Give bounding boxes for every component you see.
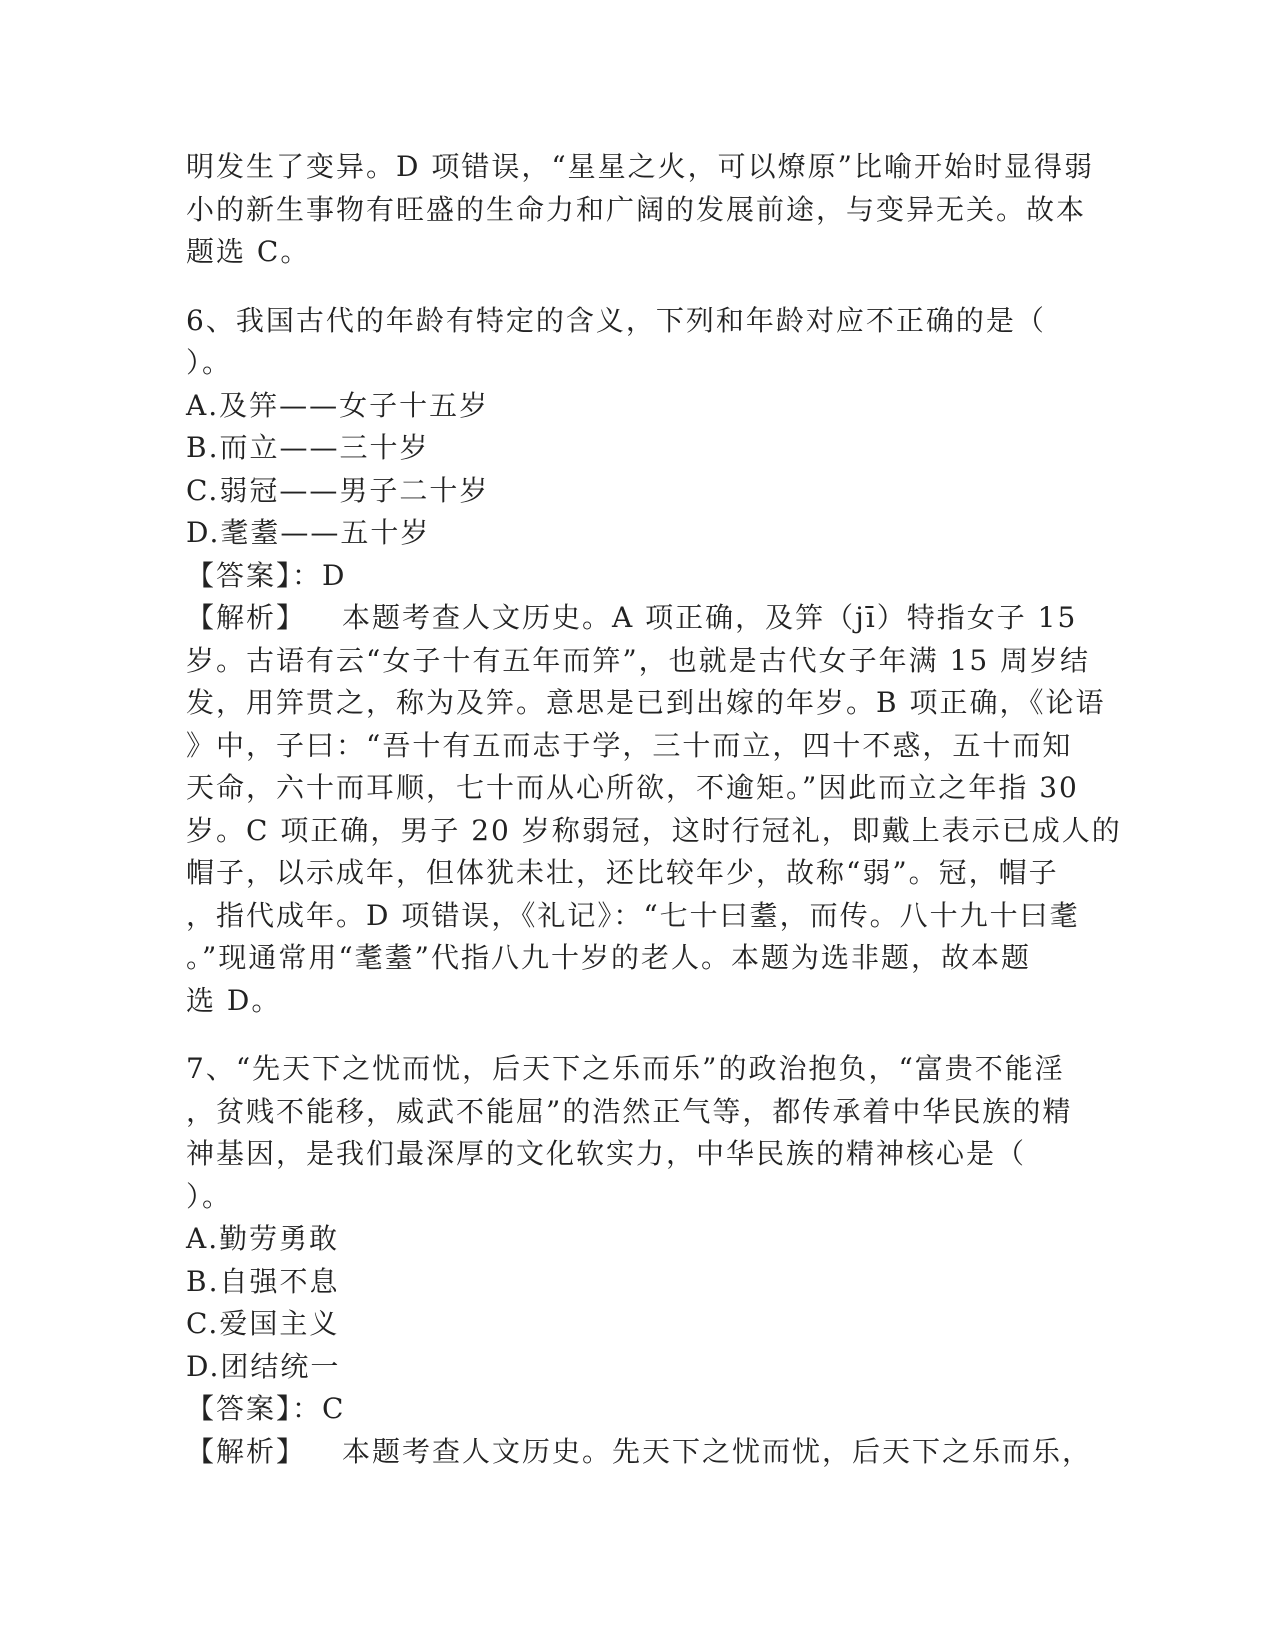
answer-line xyxy=(186,1388,1086,1431)
analysis-text: 天命，六十而耳顺，七十而从心所欲，不逾矩。”因此而立之年指 30 xyxy=(186,771,1079,804)
question-text: ）。 xyxy=(186,1179,233,1213)
option-b: B.自强不息 xyxy=(186,1264,340,1298)
analysis-text: ，指代成年。D 项错误，《礼记》：“七十曰耋，而传。八十九十曰耄 xyxy=(186,898,1080,932)
option-c: C.爱国主义 xyxy=(186,1307,340,1340)
answer-value: D xyxy=(322,558,347,592)
analysis-text: 岁。C 项正确，男子 20 岁称弱冠，这时行冠礼，即戴上表示已成人的 xyxy=(186,813,1122,847)
analysis-line xyxy=(186,1431,1093,1474)
answer-value: C xyxy=(322,1392,346,1425)
q5-tail xyxy=(186,146,1094,274)
analysis-text: 》中，子曰：“吾十有五而志于学，三十而立，四十不惑，五十而知 xyxy=(186,728,1073,762)
option-c: C.弱冠——男子二十岁 xyxy=(186,473,490,507)
answer-label: 【答案】： xyxy=(186,558,323,592)
option-b: B.而立——三十岁 xyxy=(186,431,430,464)
option-a: A.勤劳勇敢 xyxy=(186,1222,340,1255)
option-a: A.及笄——女子十五岁 xyxy=(186,388,490,422)
answer-label: 【答案】： xyxy=(186,1392,323,1425)
analysis-label: 【解析】 xyxy=(186,601,307,634)
question-text: 6、我国古代的年龄有特定的含义，下列和年龄对应不正确的是（ xyxy=(186,303,1046,337)
analysis-text: 岁。古语有云“女子十有五年而笄”，也就是古代女子年满 15 周岁结 xyxy=(186,643,1091,677)
analysis-text: 帽子，以示成年，但体犹未壮，还比较年少，故称“弱”。冠，帽子 xyxy=(186,856,1059,889)
question-6 xyxy=(186,300,1122,1023)
analysis-line xyxy=(186,597,1086,640)
question-text: ，贫贱不能移，威武不能屈”的浩然正气等，都传承着中华民族的精 xyxy=(186,1094,1073,1128)
option-d: D.耄耋——五十岁 xyxy=(186,516,431,549)
analysis-text: 。”现通常用“耄耋”代指八九十岁的老人。本题为选非题，故本题 xyxy=(186,941,1031,974)
question-7 xyxy=(186,1048,1093,1473)
analysis-text: 发，用笄贯之，称为及笄。意思是已到出嫁的年岁。B 项正确，《论语 xyxy=(186,686,1106,719)
analysis-text: 选 D。 xyxy=(186,983,282,1017)
analysis-text: 本题考查人文历史。先天下之忧而忧，后天下之乐而乐， xyxy=(342,1434,1093,1468)
text-line: 明发生了变异。D 项错误，“星星之火，可以燎原”比喻开始时显得弱 xyxy=(186,150,1094,183)
text-line: 题选 C。 xyxy=(186,235,311,268)
analysis-label: 【解析】 xyxy=(186,1434,307,1468)
document-content xyxy=(186,146,1122,1473)
question-text: ）。 xyxy=(186,346,233,379)
question-text: 7、“先天下之忧而忧，后天下之乐而乐”的政治抱负，“富贵不能淫 xyxy=(186,1052,1065,1085)
answer-line xyxy=(186,555,1086,598)
text-line: 小的新生事物有旺盛的生命力和广阔的发展前途，与变异无关。故本 xyxy=(186,192,1087,226)
analysis-text: 本题考查人文历史。A 项正确，及笄（jī）特指女子 15 xyxy=(342,601,1078,634)
question-text: 神基因，是我们最深厚的文化软实力，中华民族的精神核心是（ xyxy=(186,1137,1027,1170)
option-d: D.团结统一 xyxy=(186,1349,341,1383)
